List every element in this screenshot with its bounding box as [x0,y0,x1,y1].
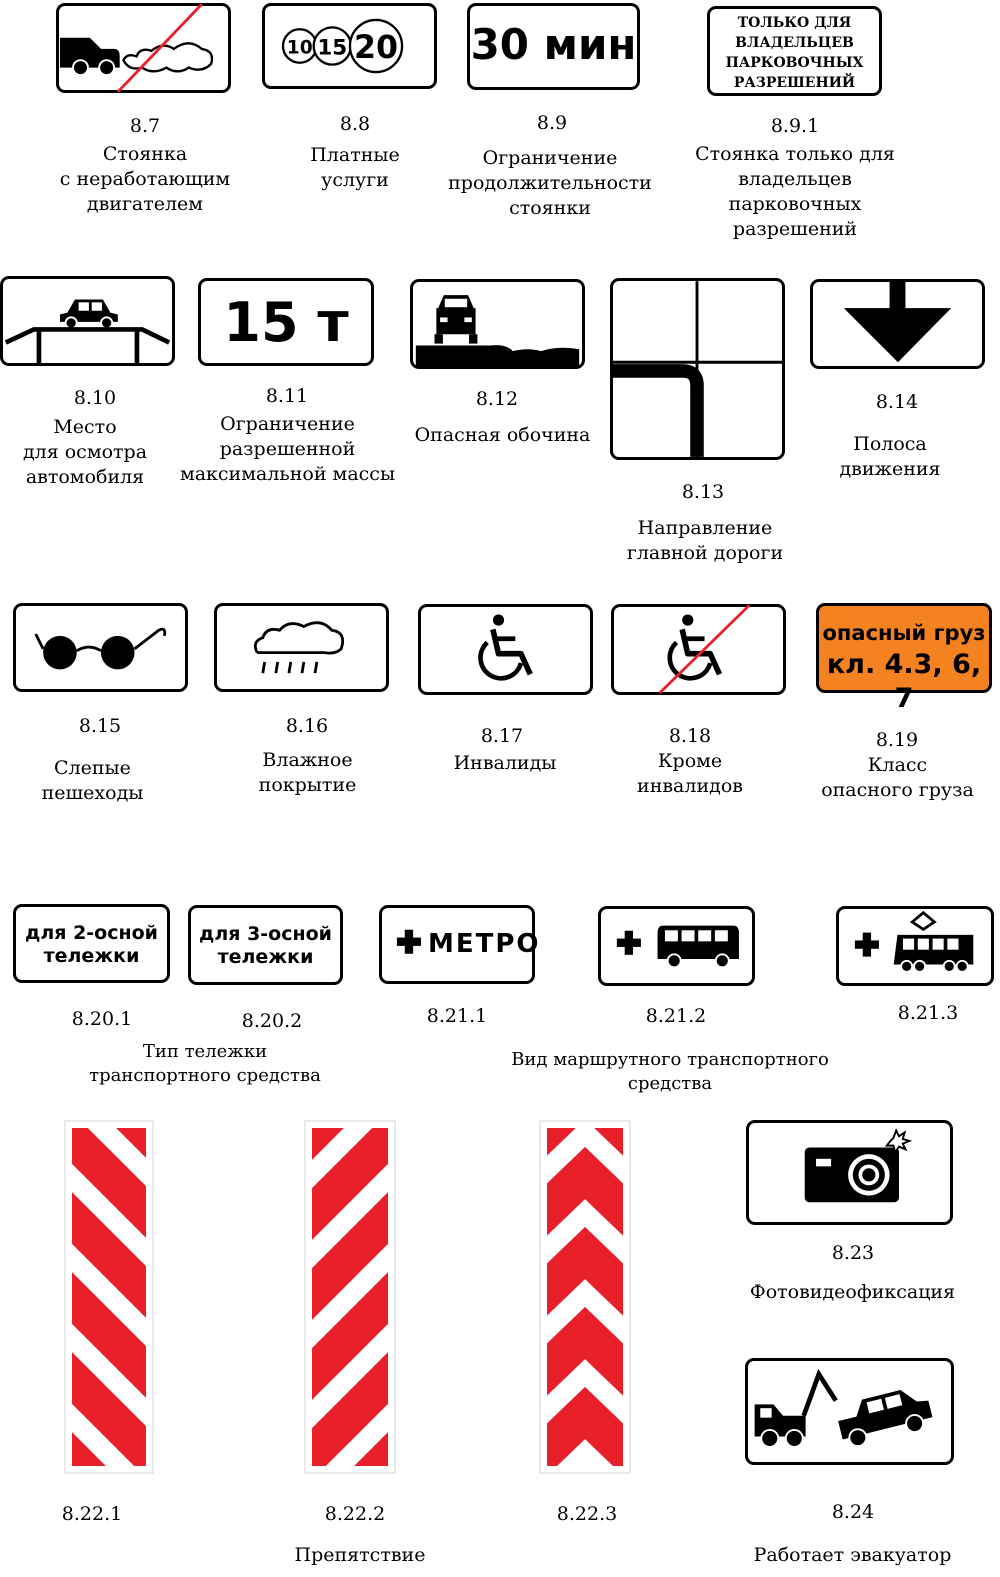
sign-8-22-2 [305,1121,395,1473]
car-soft-shoulder-icon [413,282,582,366]
sign-code: 8.9 [536,112,568,134]
sign-text: МЕТРО [428,929,541,959]
sign-text: для 2-осной тележки [25,922,158,967]
sign-caption: Кроме инвалидов [637,750,743,797]
coins-icon [265,6,434,86]
car-exhaust-crossed-icon [59,6,228,90]
sign-text: 30 мин [470,20,637,69]
sign-8-24 [745,1358,954,1465]
sign-code: 8.7 [129,115,161,137]
sign-caption: Полоса движения [839,433,941,480]
sign-8-22-3 [540,1121,630,1473]
sign-code: 8.18 [668,725,712,747]
sign-8-16 [214,603,389,692]
sign-code: 8.11 [265,385,309,407]
tram-icon [839,909,991,983]
sign-8-20-2 [188,905,343,985]
sign-code: 8.14 [875,391,919,413]
chevron-stripes-icon [540,1121,630,1473]
sign-code: 8.21.1 [426,1005,488,1027]
down-arrow-icon [813,282,982,366]
glasses-icon [16,606,185,689]
car-on-ramp-icon [3,279,172,363]
sign-code: 8.20.1 [71,1008,133,1030]
sign-8-7 [56,3,231,93]
sign-code: 8.21.3 [897,1002,959,1024]
sign-code: 8.17 [480,725,524,747]
sign-code: 8.15 [78,715,122,737]
sign-code: 8.24 [831,1501,875,1523]
coin-value: 20 [354,30,399,67]
sign-code: 8.19 [875,729,919,751]
sign-8-18 [611,604,786,695]
sign-code: 8.22.1 [61,1503,123,1525]
sign-caption: Ограничение разрешенной максимальной массы [179,413,396,485]
sign-8-22-1 [65,1121,153,1473]
sign-code: 8.13 [681,481,725,503]
coin-value: 10 [286,37,313,59]
sign-text: ТОЛЬКО ДЛЯ ВЛАДЕЛЬЦЕВ ПАРКОВОЧНЫХ РАЗРЕШЕНИЙ [725,15,864,91]
sign-caption: Опасная обочина [414,424,591,446]
sign-code: 8.16 [285,715,329,737]
sign-code: 8.22.3 [556,1503,618,1525]
sign-code: 8.23 [831,1242,875,1264]
sign-8-20-1 [13,904,170,983]
bus-icon [601,909,752,983]
tow-truck-icon [748,1361,951,1462]
sign-code: 8.8 [339,113,371,135]
sign-text: кл. 4.3, 6, 7 [826,649,982,714]
sign-8-15 [13,603,188,692]
sign-8-19 [816,603,992,714]
sign-8-8 [262,3,437,89]
group-caption-route-vehicle: Вид маршрутного транспортного средства [511,1049,829,1094]
sign-8-23 [746,1120,953,1225]
sign-8-10 [0,276,175,366]
sign-8-21-2 [598,906,755,986]
sign-caption: Фотовидеофиксация [749,1281,956,1303]
diagonal-stripes-icon [305,1121,395,1473]
sign-text: 15 т [223,291,349,354]
camera-icon [749,1123,950,1222]
diagonal-stripes-icon [65,1121,153,1473]
sign-code: 8.12 [475,388,519,410]
sign-8-9-1 [707,6,882,96]
sign-8-17 [418,604,593,695]
sign-caption: Инвалиды [453,752,557,774]
sign-caption: Стоянка с неработающим двигателем [59,143,231,215]
sign-caption: Работает эвакуатор [753,1544,952,1566]
main-road-direction-icon [613,281,782,457]
rain-cloud-icon [217,606,386,689]
sign-8-21-1 [379,905,541,984]
sign-caption: Стоянка только для владельцев парковочных разрешений [695,143,895,240]
sign-caption: Место для осмотра автомобиля [22,416,148,488]
sign-code: 8.21.2 [645,1005,707,1027]
sign-caption: Влажное покрытие [258,749,357,796]
sign-caption: Платные услуги [310,144,400,191]
wheelchair-icon [421,607,590,692]
sign-code: 8.10 [73,387,117,409]
sign-caption: Ограничение продолжительности стоянки [448,147,652,219]
sign-caption: Слепые пешеходы [41,757,144,804]
sign-caption: Класс опасного груза [821,754,974,801]
group-caption-trolley-type: Тип тележки транспортного средства [89,1041,321,1086]
sign-8-21-3 [836,906,994,986]
sign-8-14 [810,279,985,369]
sign-8-12 [410,279,585,369]
coin-value: 15 [317,35,348,61]
wheelchair-crossed-icon [614,607,783,692]
sign-caption: Направление главной дороги [626,517,784,564]
sign-code: 8.9.1 [770,115,820,137]
sign-text: для 3-осной тележки [199,923,332,968]
group-caption-obstacle: Препятствие [294,1544,426,1566]
sign-8-11 [198,278,374,366]
sign-code: 8.22.2 [324,1503,386,1525]
sign-text: опасный груз [822,621,986,645]
sign-8-9 [467,3,640,90]
sign-8-13 [610,278,785,460]
sign-code: 8.20.2 [241,1010,303,1032]
